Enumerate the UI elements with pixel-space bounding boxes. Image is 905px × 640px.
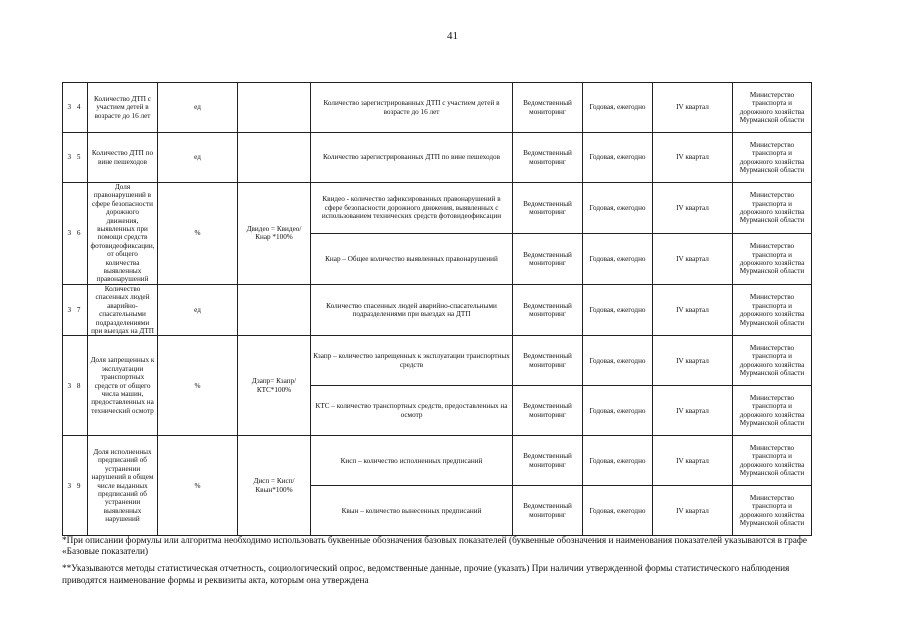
table-row xyxy=(63,336,812,386)
frequency-cell: Годовая, ежегодно xyxy=(583,83,653,133)
method-cell: Ведомственный мониторинг xyxy=(513,183,583,234)
term-cell: IV квартал xyxy=(653,486,733,536)
responsible-cell: Министерство транспорта и дорожного хозяйства Мурманской области xyxy=(733,233,812,284)
row-number: 3 6 xyxy=(63,183,88,285)
base-indicator-cell: Кнар – Общее количество выявленных правонарушений xyxy=(311,233,513,284)
table-row xyxy=(63,436,812,486)
responsible-cell: Министерство транспорта и дорожного хозяйства Мурманской области xyxy=(733,284,812,335)
table-row xyxy=(63,183,812,234)
responsible-cell: Министерство транспорта и дорожного хозяйства Мурманской области xyxy=(733,436,812,486)
unit-cell: ед xyxy=(158,83,238,133)
indicator-name: Доля правонарушений в сфере безопасности дорожного движения, выявленных при помощи средств фотовидеофиксации, от общего количества выявленных правонарушений xyxy=(88,183,158,285)
base-indicator-cell: Кисп – количество исполненных предписаний xyxy=(311,436,513,486)
term-cell: IV квартал xyxy=(653,83,733,133)
term-cell: IV квартал xyxy=(653,133,733,183)
formula-cell: Дзапр= Кзапр/КТС*100% xyxy=(238,336,311,436)
responsible-cell: Министерство транспорта и дорожного хозяйства Мурманской области xyxy=(733,486,812,536)
frequency-cell: Годовая, ежегодно xyxy=(583,133,653,183)
unit-cell: % xyxy=(158,436,238,536)
base-indicator-cell: Кзапр – количество запрещенных к эксплуатации транспортных средств xyxy=(311,336,513,386)
method-cell: Ведомственный мониторинг xyxy=(513,386,583,436)
indicator-name: Количество ДТП по вине пешеходов xyxy=(88,133,158,183)
base-indicator-cell: Количество зарегистрированных ДТП с участием детей в возрасте до 16 лет xyxy=(311,83,513,133)
row-number: 3 7 xyxy=(63,284,88,335)
table-row xyxy=(63,133,812,183)
table-row xyxy=(63,284,812,335)
indicator-name: Количество спасенных людей аварийно-спасательными подразделениями при выездах на ДТП xyxy=(88,284,158,335)
frequency-cell: Годовая, ежегодно xyxy=(583,486,653,536)
formula-cell xyxy=(238,133,311,183)
method-cell: Ведомственный мониторинг xyxy=(513,233,583,284)
unit-cell: % xyxy=(158,336,238,436)
frequency-cell: Годовая, ежегодно xyxy=(583,436,653,486)
base-indicator-cell: Квидео - количество зафиксированных правонарушений в сфере безопасности дорожного движения, выявленных с использованием технических средств фотовидеофиксации xyxy=(311,183,513,234)
term-cell: IV квартал xyxy=(653,183,733,234)
term-cell: IV квартал xyxy=(653,436,733,486)
base-indicator-cell: Квын – количество вынесенных предписаний xyxy=(311,486,513,536)
frequency-cell: Годовая, ежегодно xyxy=(583,233,653,284)
frequency-cell: Годовая, ежегодно xyxy=(583,183,653,234)
responsible-cell: Министерство транспорта и дорожного хозяйства Мурманской области xyxy=(733,133,812,183)
footnotes xyxy=(62,536,811,587)
term-cell: IV квартал xyxy=(653,284,733,335)
unit-cell: ед xyxy=(158,133,238,183)
footnote-1: *При описании формулы или алгоритма необходимо использовать буквенные обозначения базовых показателей (буквенные обозначения и наименования показателей указываются в графе «Базовые показатели) xyxy=(62,536,808,558)
frequency-cell: Годовая, ежегодно xyxy=(583,336,653,386)
row-number: 3 9 xyxy=(63,436,88,536)
responsible-cell: Министерство транспорта и дорожного хозяйства Мурманской области xyxy=(733,83,812,133)
method-cell: Ведомственный мониторинг xyxy=(513,284,583,335)
responsible-cell: Министерство транспорта и дорожного хозяйства Мурманской области xyxy=(733,183,812,234)
indicators-table xyxy=(62,82,812,536)
formula-cell: Дисп = Кисп/Квын*100% xyxy=(238,436,311,536)
term-cell: IV квартал xyxy=(653,336,733,386)
unit-cell: % xyxy=(158,183,238,285)
indicator-name: Доля запрещенных к эксплуатации транспортных средств от общего числа машин, предоставленных на технический осмотр xyxy=(88,336,158,436)
method-cell: Ведомственный мониторинг xyxy=(513,133,583,183)
term-cell: IV квартал xyxy=(653,233,733,284)
method-cell: Ведомственный мониторинг xyxy=(513,83,583,133)
term-cell: IV квартал xyxy=(653,386,733,436)
responsible-cell: Министерство транспорта и дорожного хозяйства Мурманской области xyxy=(733,386,812,436)
row-number: 3 4 xyxy=(63,83,88,133)
page-number: 41 xyxy=(447,30,458,42)
base-indicator-cell: Количество зарегистрированных ДТП по вине пешеходов xyxy=(311,133,513,183)
formula-cell: Двидео = Квидео/Кнар *100% xyxy=(238,183,311,285)
base-indicator-cell: КТС – количество транспортных средств, предоставленных на осмотр xyxy=(311,386,513,436)
method-cell: Ведомственный мониторинг xyxy=(513,336,583,386)
row-number: 3 8 xyxy=(63,336,88,436)
base-indicator-cell: Количество спасенных людей аварийно-спасательными подразделениями при выездах на ДТП xyxy=(311,284,513,335)
responsible-cell: Министерство транспорта и дорожного хозяйства Мурманской области xyxy=(733,336,812,386)
formula-cell xyxy=(238,83,311,133)
row-number: 3 5 xyxy=(63,133,88,183)
unit-cell: ед xyxy=(158,284,238,335)
method-cell: Ведомственный мониторинг xyxy=(513,486,583,536)
indicator-name: Доля исполненных предписаний об устранении нарушений в общем числе выданных предписаний об устранении выявленных нарушений xyxy=(88,436,158,536)
footnote-2: **Указываются методы статистическая отчетность, социологический опрос, ведомственные данные, прочие (указать) При наличии утвержденной формы статистического наблюдения приводятся наименование формы и реквизиты акта, которым она утверждена xyxy=(62,564,790,586)
indicator-name: Количество ДТП с участием детей в возрасте до 16 лет xyxy=(88,83,158,133)
method-cell: Ведомственный мониторинг xyxy=(513,436,583,486)
frequency-cell: Годовая, ежегодно xyxy=(583,386,653,436)
table-row xyxy=(63,83,812,133)
formula-cell xyxy=(238,284,311,335)
frequency-cell: Годовая, ежегодно xyxy=(583,284,653,335)
